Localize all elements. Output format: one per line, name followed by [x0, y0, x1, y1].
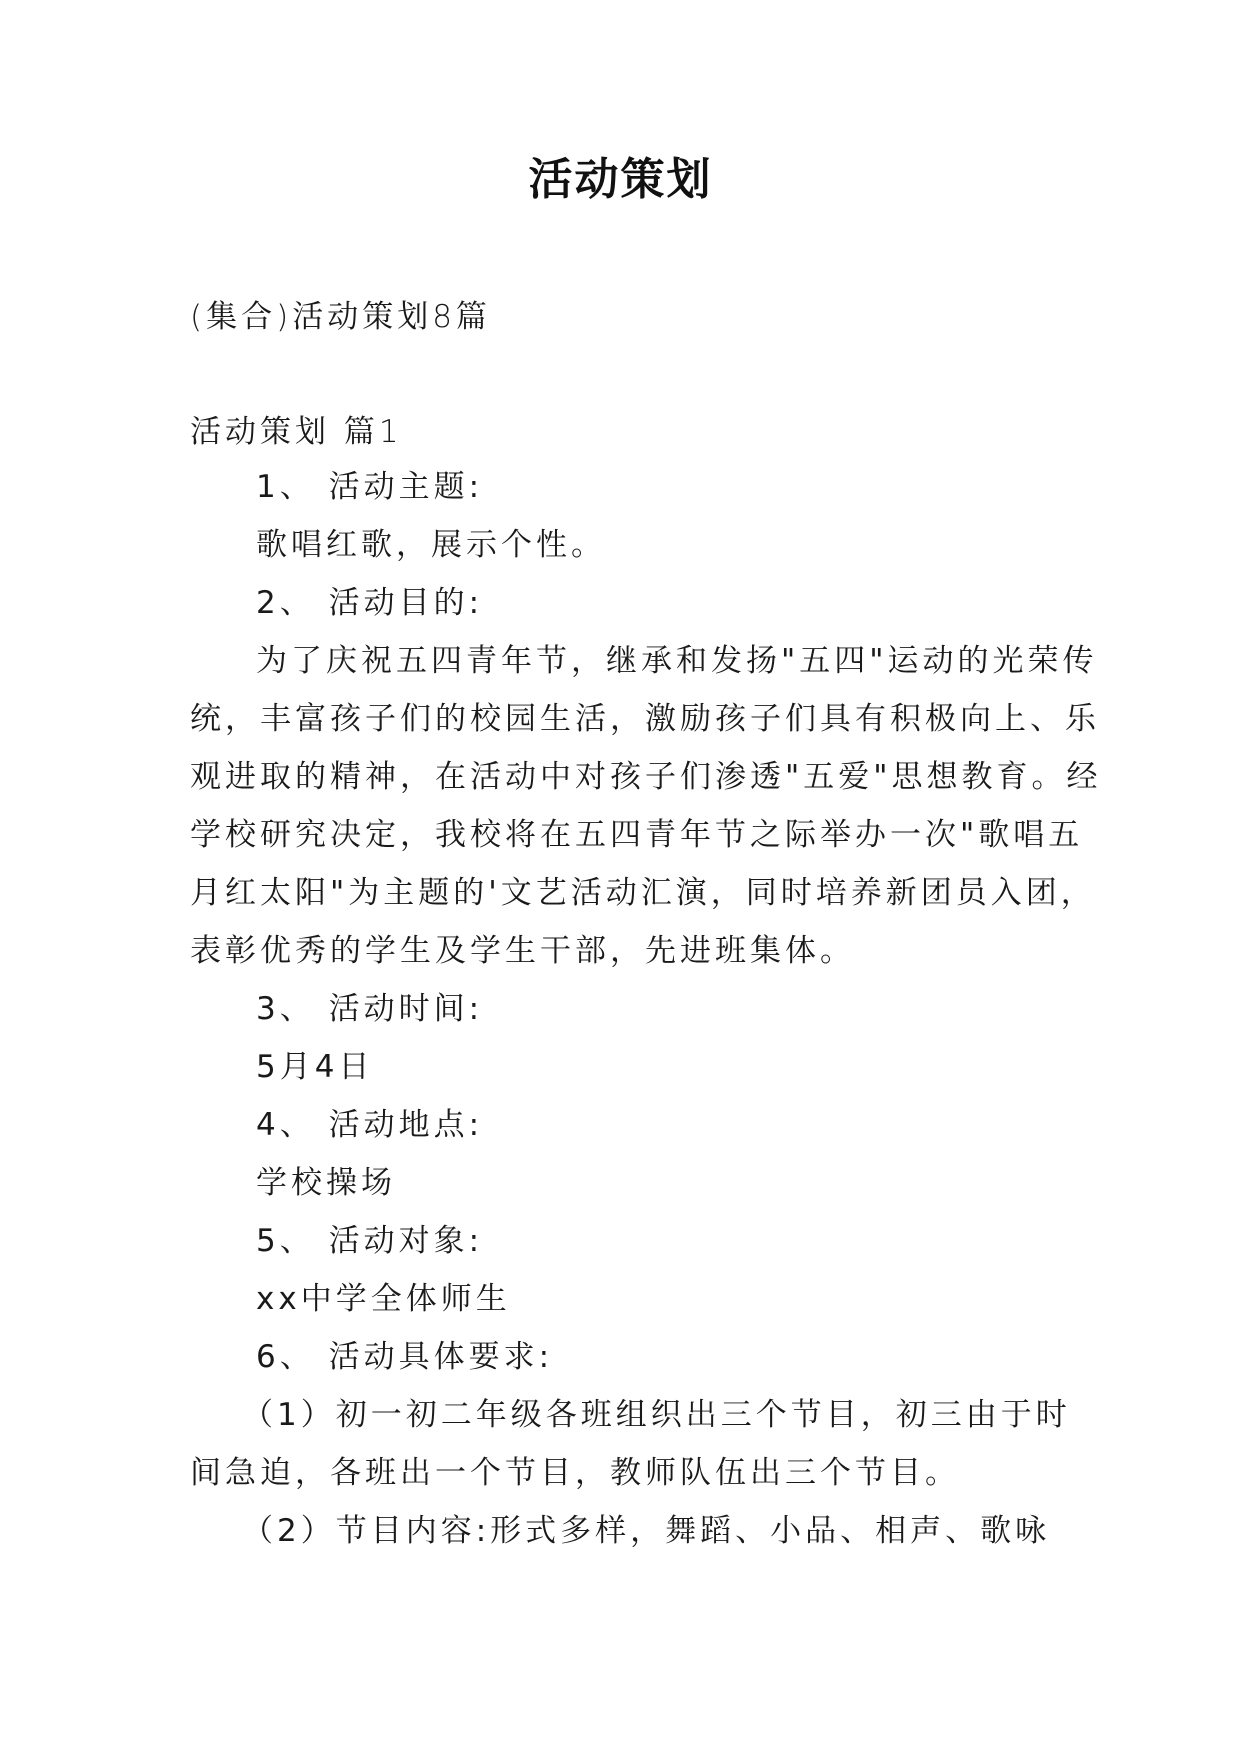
body-line: （1）初一初二年级各班组织出三个节目，初三由于时	[242, 1397, 1071, 1433]
body-line: 3、 活动时间:	[256, 991, 484, 1027]
body-line: 统，丰富孩子们的校园生活，激励孩子们具有积极向上、乐	[190, 701, 1100, 737]
body-line: 观进取的精神，在活动中对孩子们渗透"五爱"思想教育。经	[190, 759, 1102, 795]
document-body	[190, 458, 1102, 1560]
body-line: 2、 活动目的:	[256, 585, 484, 621]
body-line: 歌唱红歌，展示个性。	[256, 527, 606, 563]
document-subtitle: (集合)活动策划8篇	[190, 299, 491, 335]
body-line: 5月4日	[256, 1049, 374, 1085]
body-line: 月红太阳"为主题的'文艺活动汇演，同时培养新团员入团，	[190, 875, 1096, 911]
body-line: 1、 活动主题:	[256, 469, 484, 505]
body-line: （2）节目内容:形式多样，舞蹈、小品、相声、歌咏	[242, 1513, 1051, 1549]
body-line: 间急迫，各班出一个节目，教师队伍出三个节目。	[190, 1455, 960, 1491]
body-line: 6、 活动具体要求:	[256, 1339, 554, 1375]
body-line: xx中学全体师生	[256, 1281, 511, 1317]
body-line: 学校研究决定，我校将在五四青年节之际举办一次"歌唱五	[190, 817, 1084, 853]
body-line: 表彰优秀的学生及学生干部，先进班集体。	[190, 933, 855, 969]
section-heading: 活动策划 篇1	[190, 414, 403, 450]
body-line: 4、 活动地点:	[256, 1107, 484, 1143]
body-line: 学校操场	[256, 1165, 396, 1201]
body-line: 为了庆祝五四青年节，继承和发扬"五四"运动的光荣传	[256, 643, 1098, 679]
body-line: 5、 活动对象:	[256, 1223, 484, 1259]
document-title: 活动策划	[528, 154, 713, 205]
